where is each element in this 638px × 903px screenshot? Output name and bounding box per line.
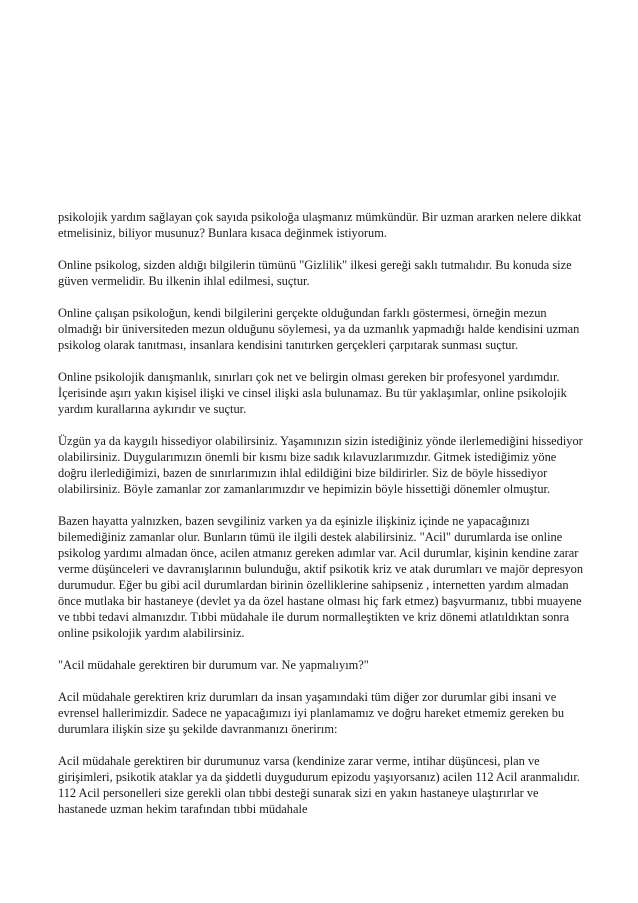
paragraph-2: Online psikolog, sizden aldığı bilgilerin tümünü "Gizlilik" ilkesi gereği saklı tutmalıdır. Bu konuda size güven vermelidir. Bu ilkenin ihlal edilmesi, suçtur. [58,258,572,288]
document-body [58,209,588,833]
paragraph-8: Acil müdahale gerektiren kriz durumları da insan yaşamındaki tüm diğer zor durumlar gibi insani ve evrensel hallerimizdir. Sadece ne yapacağımızı iyi planlamamız ve doğru hareket etmemiz gereken bu durumlara ilişkin size şu şekilde davranmanızı önerirım: [58,690,565,736]
paragraph-5: Üzgün ya da kaygılı hissediyor olabilirsiniz. Yaşamınızın sizin istediğiniz yönde ilerlemediğini hissediyor olabilirsiniz. Duygularımızın önemli bir kısmı bize sadık kılavuzlarımızdır. Gitmek istediğimiz yöne doğru ilerlediğimizi, bazen de sınırlarımızın ihlal edildiğini bize bildirirler. Siz de böyle hissediyor olabilirsiniz. Böyle zamanlar zor zamanlarımızdır ve hepimizin böyle hissettiği dönemler olmuştur. [58,434,583,496]
paragraph-3: Online çalışan psikoloğun, kendi bilgilerini gerçekte olduğundan farklı göstermesi, örneğin mezun olmadığı bir üniversiteden mezun olduğunu söylemesi, ya da uzmanlık yapmadığı halde kendisini uzman psikolog olarak tanıtması, insanlara kendisini tanıtırken gerçekleri çarpıtarak sunması suçtur. [58,306,580,352]
paragraph-9: Acil müdahale gerektiren bir durumunuz varsa (kendinize zarar verme, intihar düşüncesi, plan ve girişimleri, psikotik ataklar ya da şiddetli duygudurum epizodu yaşıyorsanız) acilen 112 Acil aranmalıdır. 112 Acil personelleri size gerekli olan tıbbi desteği sunarak sizi en yakın hastaneye ulaştırırlar ve hastanede uzman hekim tarafından tıbbi müdahale [58,754,580,816]
paragraph-1: psikolojik yardım sağlayan çok sayıda psikoloğa ulaşmanız mümkündür. Bir uzman ararken nelere dikkat etmelisiniz, biliyor musunuz? Bunlara kısaca değinmek istiyorum. [58,210,582,240]
paragraph-7-quote: "Acil müdahale gerektiren bir durumum var. Ne yapmalıyım?" [58,658,369,672]
paragraph-6: Bazen hayatta yalnızken, bazen sevgiliniz varken ya da eşinizle ilişkiniz içinde ne yapacağınızı bilemediğiniz zamanlar olur. Bunların tümü ile ilgili destek alabilirsiniz. "Acil" durumlarda ise online psikolog yardımı almadan önce, acilen atmanız gereken adımlar var. Acil durumlar, kişinin kendine zarar verme düşünceleri ve davranışlarının bulunduğu, aktif psikotik kriz ve atak durumları ve majör depresyon durumudur. Eğer bu gibi acil durumlardan birinin özelliklerine sahipseniz , internetten yardım almadan önce mutlaka bir hastaneye (devlet ya da özel hastane olması hiç fark etmez) başvurmanız, tıbbi muayene ve tıbbi tedavi almanızdır. Tıbbi müdahale ile durum normalleştikten ve kriz dönemi atlatıldıktan sonra online psikolojik yardım alabilirsiniz. [58,514,584,640]
paragraph-4: Online psikolojik danışmanlık, sınırları çok net ve belirgin olması gereken bir profesyonel yardımdır. İçerisinde aşırı yakın kişisel ilişki ve cinsel ilişki asla bulunamaz. Bu tür yaklaşımlar, online psikolojik yardım kurallarına aykırıdır ve suçtur. [58,370,567,416]
